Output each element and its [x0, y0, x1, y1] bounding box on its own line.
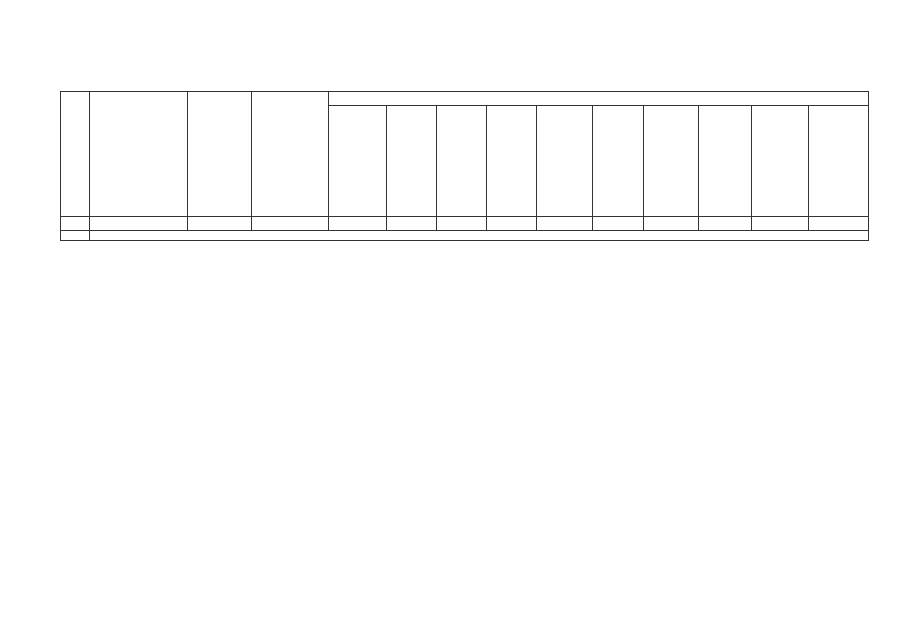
column-number [699, 217, 752, 231]
column-number [437, 217, 487, 231]
header-num [61, 92, 90, 217]
budget-table [60, 91, 869, 241]
column-number [252, 217, 329, 231]
column-number [487, 217, 537, 231]
header-grbs-3 [437, 106, 487, 217]
section-title [90, 231, 869, 241]
header-grbs-1 [329, 106, 387, 217]
section-row-group [61, 231, 869, 241]
section-row [61, 231, 869, 241]
header-volume [252, 92, 329, 217]
header-grbs-10 [809, 106, 869, 217]
column-number [593, 217, 644, 231]
header-name [90, 92, 188, 217]
column-number [809, 217, 869, 231]
header-grbs-5 [537, 106, 593, 217]
column-number [537, 217, 593, 231]
header-grbs-2 [387, 106, 437, 217]
header-grbs-group [329, 92, 869, 106]
column-number [644, 217, 699, 231]
header-grbs-8 [699, 106, 752, 217]
section-num [61, 231, 90, 241]
header-grbs-4 [487, 106, 537, 217]
column-number [90, 217, 188, 231]
header-term [188, 92, 252, 217]
header-grbs-9 [752, 106, 809, 217]
header-grbs-7 [644, 106, 699, 217]
header-grbs-6 [593, 106, 644, 217]
column-number [188, 217, 252, 231]
column-number [387, 217, 437, 231]
column-number [329, 217, 387, 231]
column-number-row [61, 217, 869, 231]
column-number [61, 217, 90, 231]
column-number [752, 217, 809, 231]
